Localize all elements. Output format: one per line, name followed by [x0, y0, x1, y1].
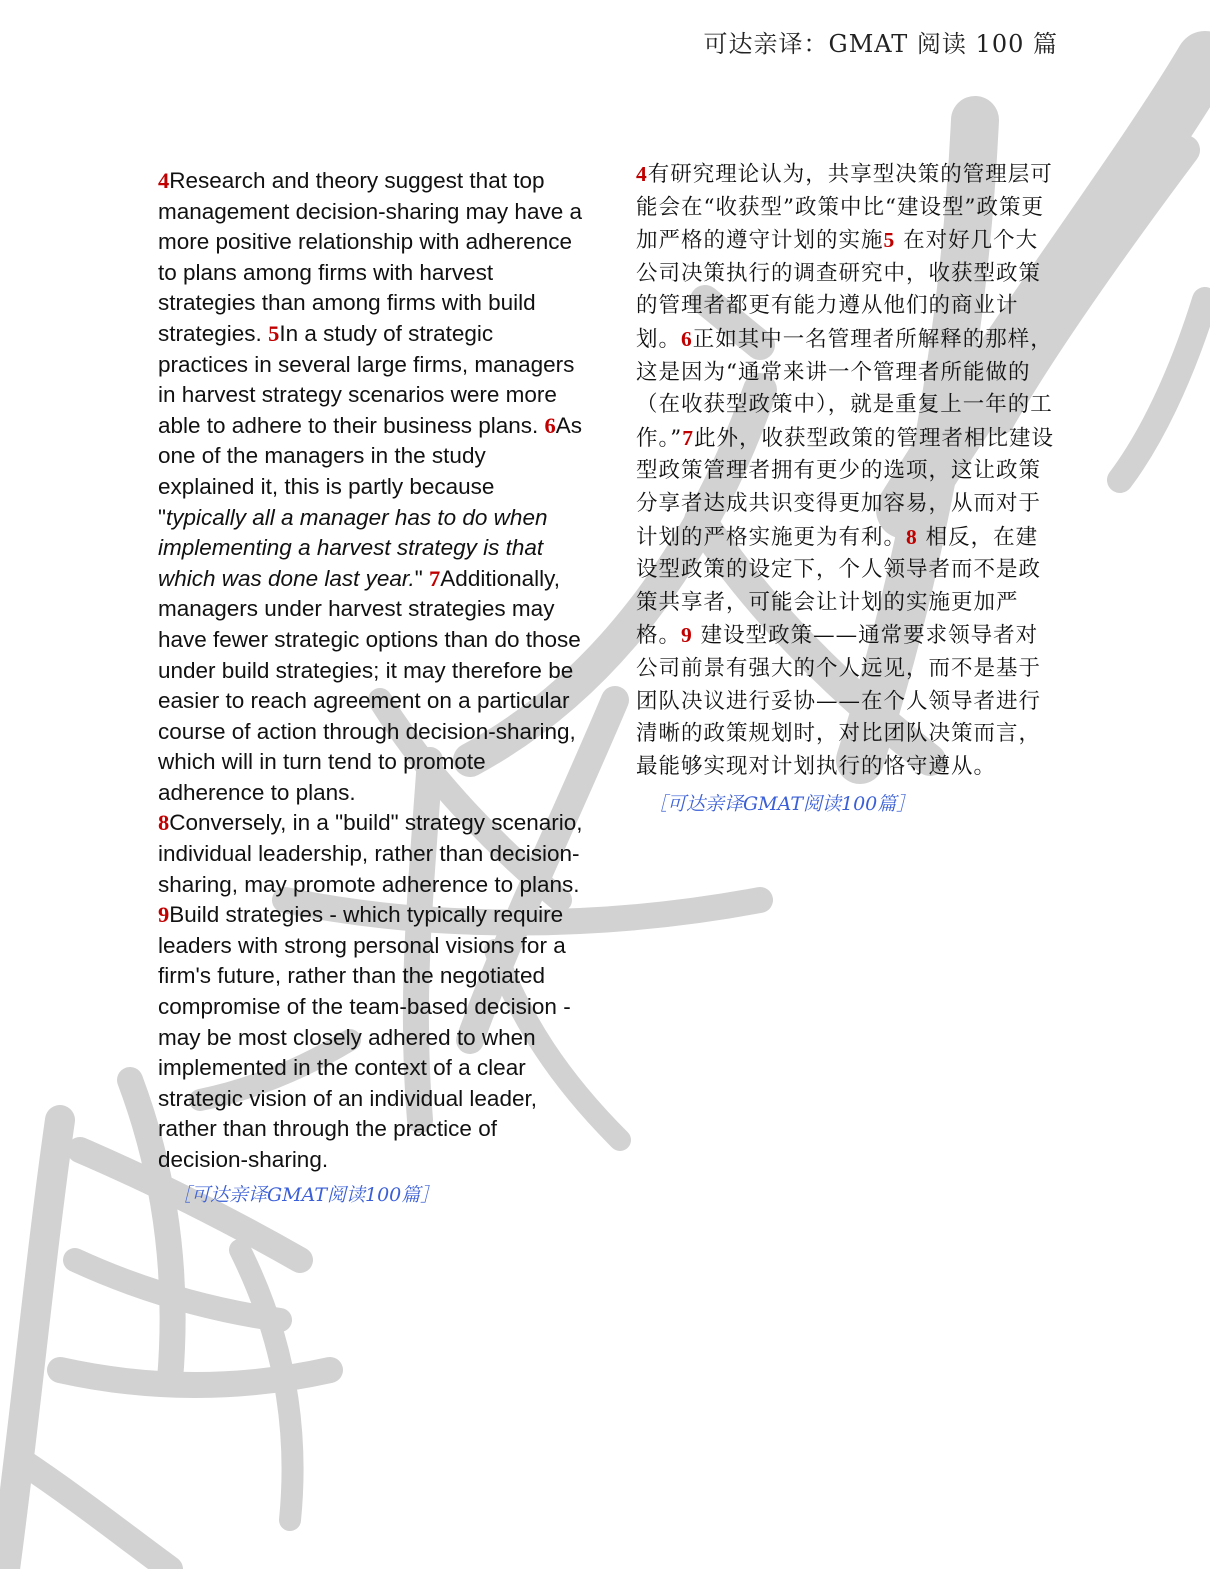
watermark-stroke-3 [1120, 300, 1205, 480]
sentence-number: 4 [158, 168, 170, 193]
sentence-number: 5 [883, 228, 896, 253]
watermark-stroke-19 [20, 1460, 170, 1569]
sentence-number: 9 [681, 623, 693, 648]
english-passage [158, 166, 588, 1212]
sentence-number: 4 [636, 162, 648, 186]
sentence-number: 8 [158, 810, 170, 836]
sentence-text: Build strategies - which typically require leaders with strong personal visions for a firm's future, rather than the negotiated compromise of the team-based decision - may be most closely adhered to when implemented in the context of a clear strategic vision of an individual leader, rather than through the practice of decision-sharing. [158, 902, 571, 1172]
sentence-text: 正如其中一名管理者所解释的那样，这是因为“通常来讲一个管理者所能做的（在收获型政策中），就是重复上一年的工作。” [636, 326, 1053, 451]
sentence-number: 6 [681, 326, 693, 351]
quoted-text: typically all a manager has to do when implementing a harvest strategy is that which was done last year. [158, 504, 548, 591]
source-credit: ［可达亲译GMAT阅读100篇］ [648, 793, 916, 816]
sentence-text: 有研究理论认为，共享型决策的管理层可能会在“收获型”政策中比“建设型”政策更加严格的遵守计划的实施 [636, 162, 1053, 254]
chinese-passage [636, 158, 1060, 819]
sentence-number: 7 [429, 565, 441, 591]
sentence-number: 8 [906, 524, 918, 549]
sentence-number: 7 [682, 425, 694, 450]
watermark-stroke-14 [5, 1120, 60, 1569]
page-header: 可达亲译：GMAT 阅读 100 篇 [703, 30, 1058, 58]
sentence-text: 建设型政策——通常要求领导者对公司前景有强大的个人远见，而不是基于团队决议进行妥协——在个人领导者进行清晰的政策规划时，对比团队决策而言，最能够实现对计划执行的恪守遵从。 [636, 623, 1042, 779]
sentence-text: In a study of strategic practices in several large firms, managers in harvest strategy scenarios were more able to adhere to their business plans. [158, 320, 575, 438]
source-credit: ［可达亲译GMAT阅读100篇］ [172, 1183, 440, 1206]
sentence-text: " [414, 565, 430, 591]
sentence-number: 6 [544, 412, 556, 438]
sentence-text: As one of the managers in the study explained it, this is partly because " [158, 412, 583, 530]
sentence-text: 在对好几个大公司决策执行的调查研究中，收获型政策的管理者都更有能力遵从他们的商业计划。 [636, 228, 1042, 352]
sentence-number: 5 [268, 320, 280, 346]
sentence-number: 9 [158, 902, 170, 928]
sentence-text: Additionally, managers under harvest strategies may have fewer strategic options than do those under build strategies; it may therefore be easier to reach agreement on a particular course of action through decision-sharing, which will in turn tend to promote adherence to plans. [158, 565, 581, 805]
sentence-text: 相反，在建设型政策的设定下，个人领导者而不是政策共享者，可能会让计划的实施更加严格。 [636, 524, 1042, 649]
sentence-text: Research and theory suggest that top management decision-sharing may have a more positive relationship with adherence to plans among firms with harvest strategies than among firms with build strategies. [158, 168, 582, 346]
sentence-text: 此外，收获型政策的管理者相比建设型政策管理者拥有更少的选项，这让政策分享者达成共识变得更加容易，从而对于计划的严格实施更为有利。 [636, 425, 1055, 550]
sentence-text: Conversely, in a "build" strategy scenario, individual leadership, rather than decision-sharing, may promote adherence to plans. [158, 810, 583, 897]
